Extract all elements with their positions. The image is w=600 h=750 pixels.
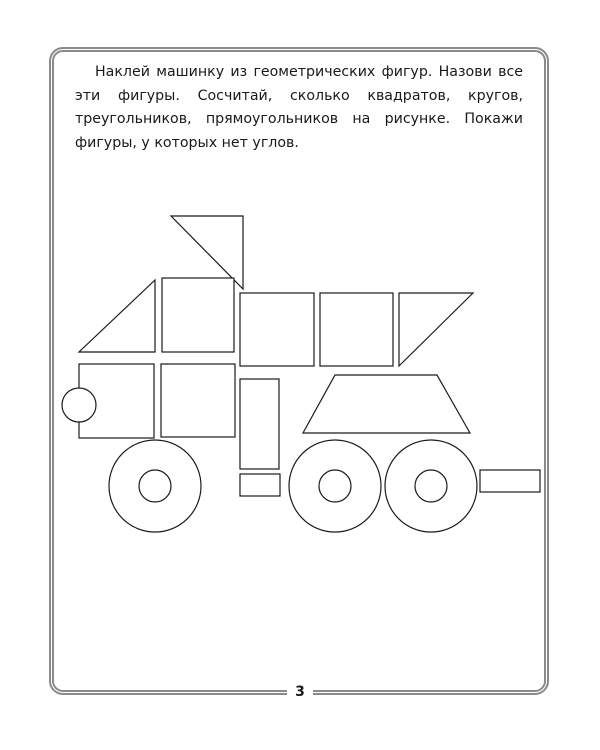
wheel-middle-hub <box>319 470 351 502</box>
small-rectangle <box>240 474 280 496</box>
cab-bottom-square <box>161 364 235 437</box>
cab-triangle <box>79 280 155 352</box>
cab-top-square <box>162 278 234 352</box>
cargo-square-2 <box>320 293 393 366</box>
body-trapezoid <box>303 375 470 433</box>
wheel-rear-hub <box>415 470 447 502</box>
cargo-square-1 <box>240 293 314 366</box>
cargo-triangle <box>399 293 473 366</box>
task-instructions: Наклей машинку из геометрических фигур. Назови все эти фигуры. Сосчитай, сколько квадратов, кругов, треугольников, прямоугольников на рисунке. Покажи фигуры, у которых нет углов. <box>75 64 523 151</box>
bumper-rectangle <box>480 470 540 492</box>
page-number <box>0 684 600 700</box>
page-number-label: 3 <box>287 684 313 700</box>
wheel-front-hub <box>139 470 171 502</box>
headlight-circle <box>62 388 96 422</box>
tall-rectangle <box>240 379 279 469</box>
